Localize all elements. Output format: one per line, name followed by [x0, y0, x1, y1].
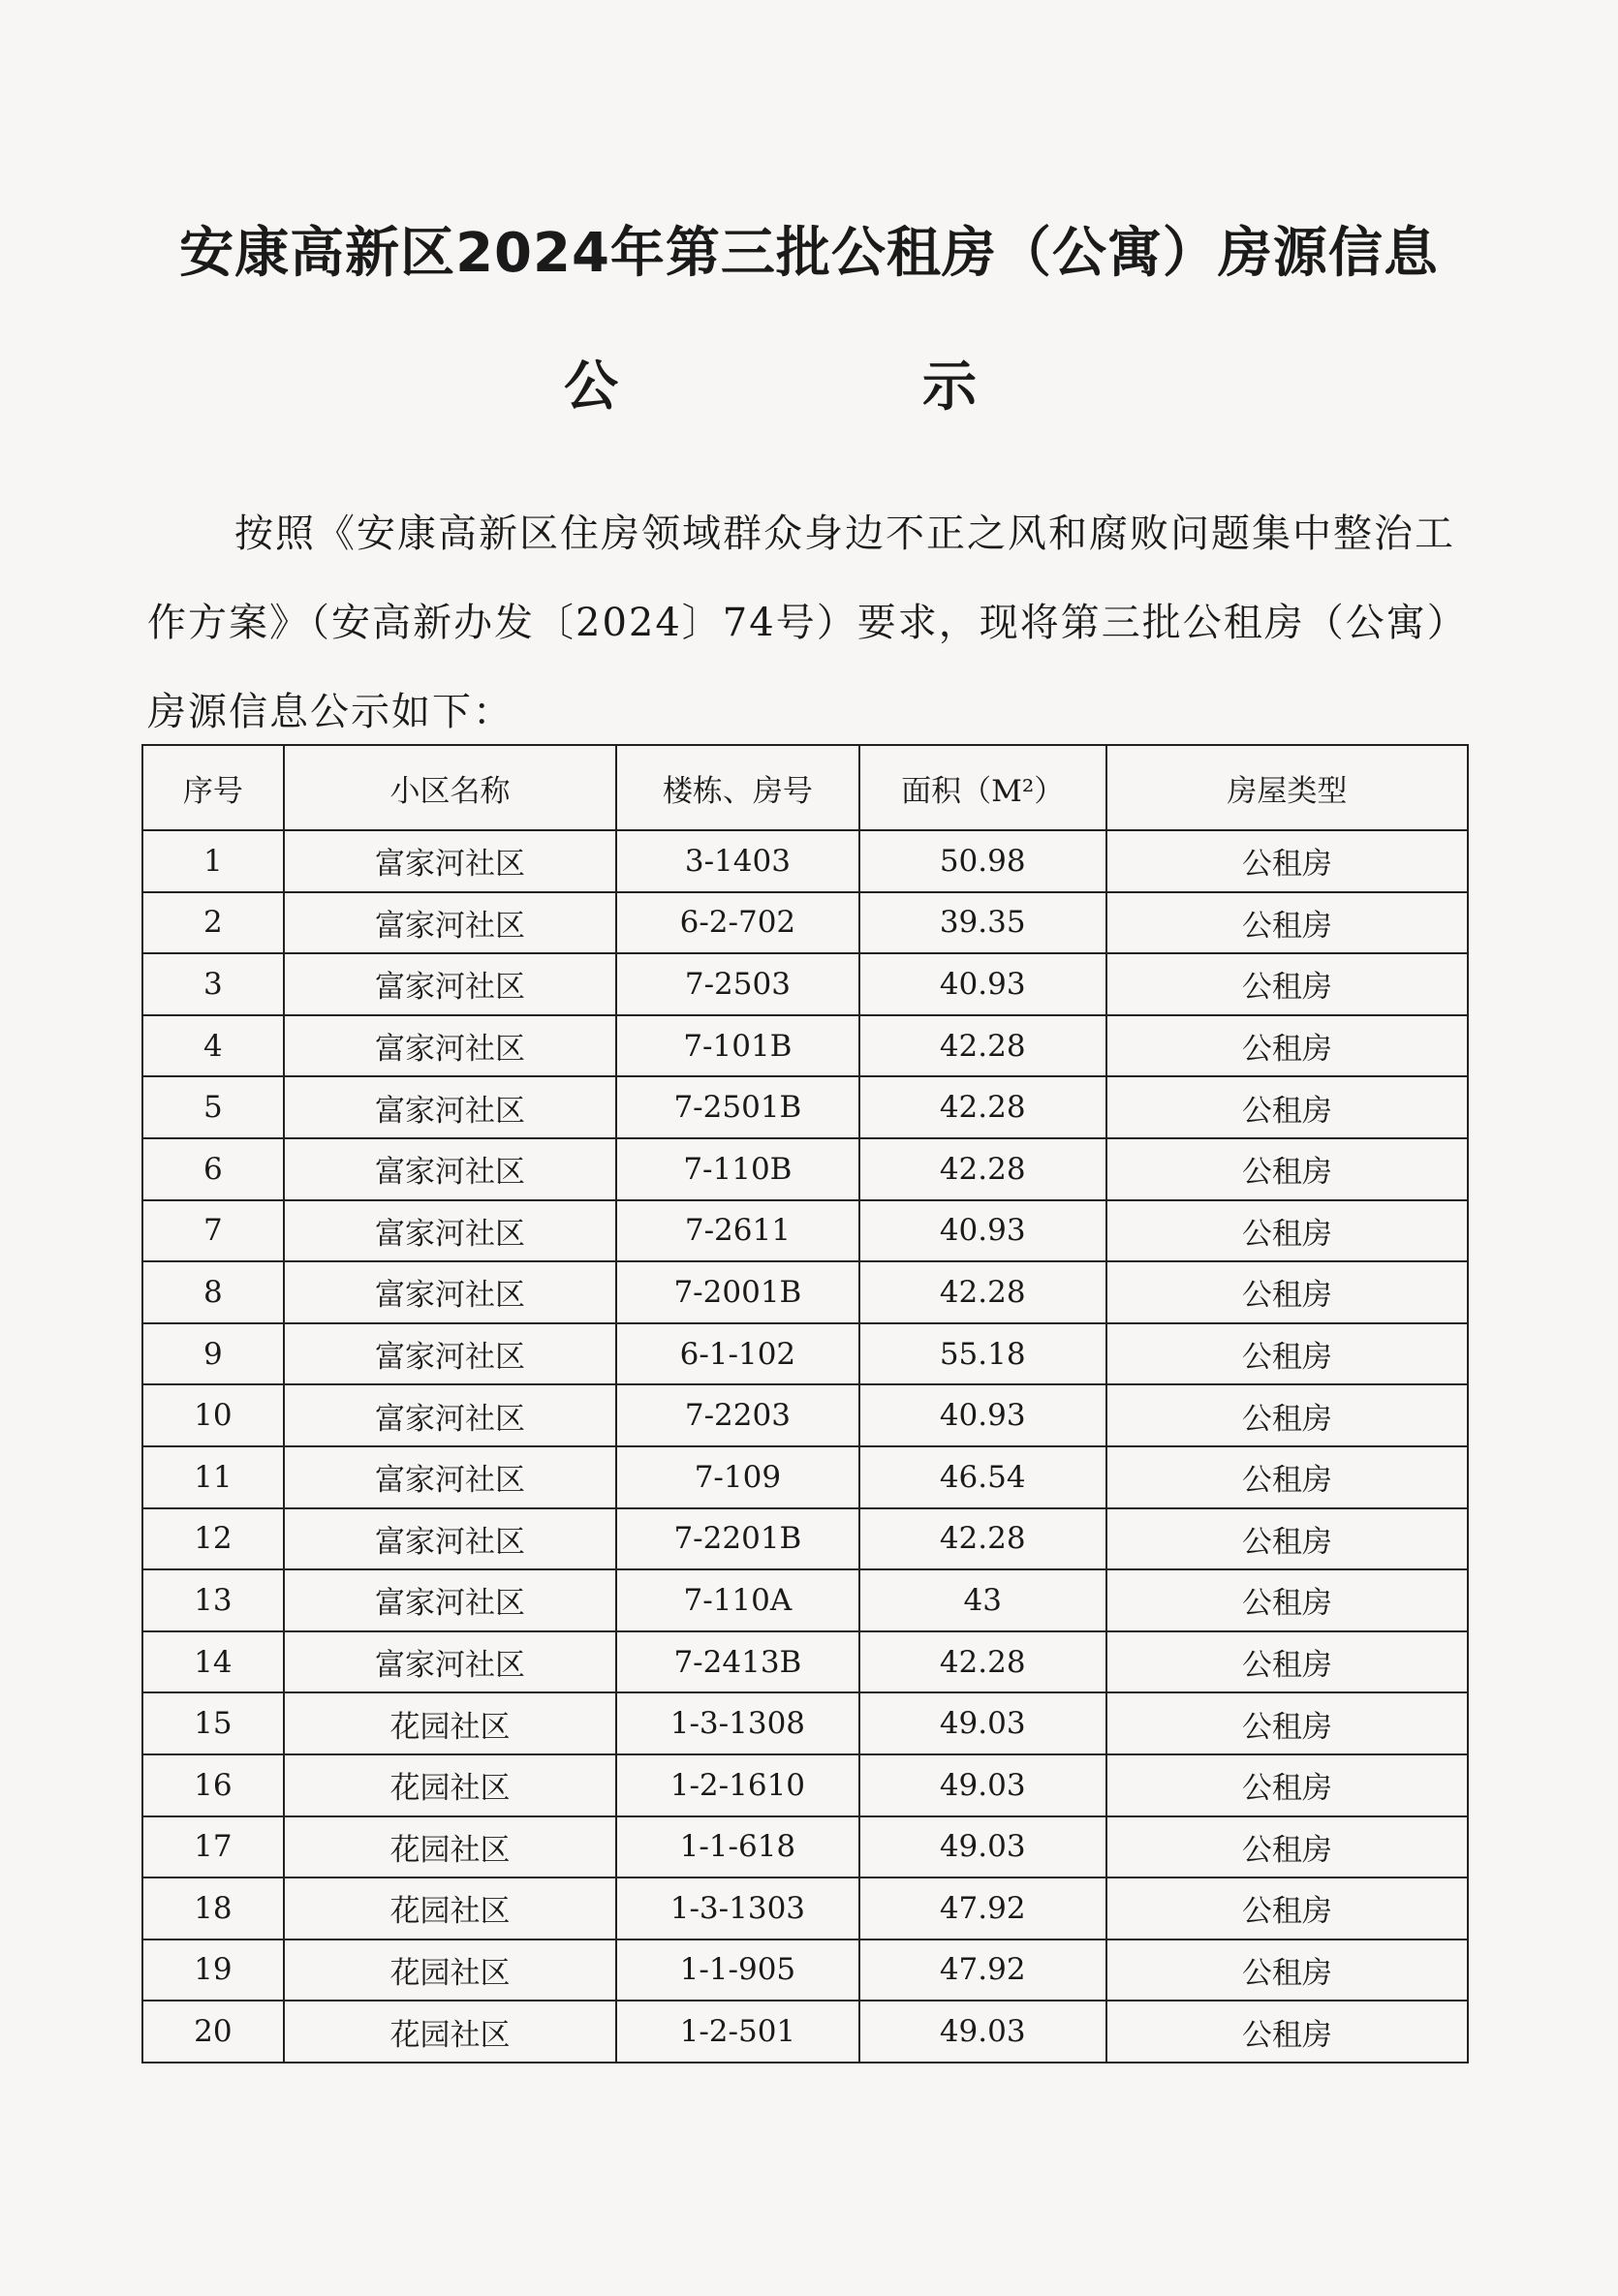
cell-no: 4 [142, 1015, 284, 1077]
cell-type: 公租房 [1106, 1261, 1468, 1323]
cell-unit: 7-101B [616, 1015, 858, 1077]
table-row [142, 1877, 1468, 1939]
cell-no: 19 [142, 1939, 284, 2001]
cell-community: 富家河社区 [284, 1446, 616, 1508]
header-unit: 楼栋、房号 [616, 745, 858, 830]
cell-no: 16 [142, 1754, 284, 1816]
cell-unit: 1-1-618 [616, 1816, 858, 1878]
cell-unit: 7-2201B [616, 1508, 858, 1570]
table-row [142, 1200, 1468, 1262]
cell-unit: 1-2-501 [616, 2001, 858, 2063]
cell-area: 46.54 [859, 1446, 1106, 1508]
cell-type: 公租房 [1106, 1015, 1468, 1077]
cell-unit: 7-110A [616, 1569, 858, 1631]
cell-type: 公租房 [1106, 1138, 1468, 1200]
cell-area: 42.28 [859, 1076, 1106, 1138]
table-row [142, 1323, 1468, 1385]
cell-no: 18 [142, 1877, 284, 1939]
cell-unit: 6-2-702 [616, 892, 858, 954]
cell-unit: 7-2001B [616, 1261, 858, 1323]
cell-type: 公租房 [1106, 1816, 1468, 1878]
cell-type: 公租房 [1106, 1323, 1468, 1385]
cell-unit: 7-2611 [616, 1200, 858, 1262]
cell-area: 47.92 [859, 1939, 1106, 2001]
cell-type: 公租房 [1106, 1508, 1468, 1570]
table-row [142, 1692, 1468, 1754]
cell-unit: 7-110B [616, 1138, 858, 1200]
table-row [142, 1446, 1468, 1508]
header-area: 面积（M²） [859, 745, 1106, 830]
cell-area: 42.28 [859, 1631, 1106, 1693]
table-row [142, 1754, 1468, 1816]
cell-type: 公租房 [1106, 892, 1468, 954]
cell-area: 49.03 [859, 1692, 1106, 1754]
cell-area: 49.03 [859, 1816, 1106, 1878]
cell-no: 11 [142, 1446, 284, 1508]
cell-community: 花园社区 [284, 1692, 616, 1754]
table-row [142, 892, 1468, 954]
cell-community: 富家河社区 [284, 892, 616, 954]
cell-unit: 7-2501B [616, 1076, 858, 1138]
cell-unit: 7-109 [616, 1446, 858, 1508]
cell-no: 10 [142, 1384, 284, 1446]
table-row [142, 1076, 1468, 1138]
cell-unit: 3-1403 [616, 830, 858, 892]
cell-community: 富家河社区 [284, 1508, 616, 1570]
table-row [142, 1631, 1468, 1693]
cell-type: 公租房 [1106, 2001, 1468, 2063]
cell-no: 6 [142, 1138, 284, 1200]
cell-type: 公租房 [1106, 1692, 1468, 1754]
table-header-row [142, 745, 1468, 830]
cell-area: 42.28 [859, 1015, 1106, 1077]
cell-no: 17 [142, 1816, 284, 1878]
cell-community: 富家河社区 [284, 1138, 616, 1200]
cell-type: 公租房 [1106, 1200, 1468, 1262]
cell-area: 49.03 [859, 2001, 1106, 2063]
cell-community: 富家河社区 [284, 1384, 616, 1446]
header-community: 小区名称 [284, 745, 616, 830]
table-row [142, 1939, 1468, 2001]
cell-no: 3 [142, 953, 284, 1015]
cell-no: 14 [142, 1631, 284, 1693]
cell-area: 50.98 [859, 830, 1106, 892]
document-title: 安康高新区2024年第三批公租房（公寓）房源信息 [179, 222, 1439, 285]
cell-unit: 7-2413B [616, 1631, 858, 1693]
cell-area: 42.28 [859, 1508, 1106, 1570]
cell-community: 花园社区 [284, 1816, 616, 1878]
cell-no: 7 [142, 1200, 284, 1262]
cell-type: 公租房 [1106, 953, 1468, 1015]
cell-community: 富家河社区 [284, 953, 616, 1015]
table-row [142, 953, 1468, 1015]
document-subtitle [0, 349, 1618, 426]
cell-type: 公租房 [1106, 1631, 1468, 1693]
cell-community: 花园社区 [284, 1939, 616, 2001]
header-type: 房屋类型 [1106, 745, 1468, 830]
intro-paragraph: 按照《安康高新区住房领域群众身边不正之风和腐败问题集中整治工作方案》（安高新办发〔2024〕74号）要求，现将第三批公租房（公寓）房源信息公示如下： [147, 512, 1455, 734]
cell-no: 9 [142, 1323, 284, 1385]
cell-area: 42.28 [859, 1261, 1106, 1323]
cell-unit: 7-2503 [616, 953, 858, 1015]
cell-unit: 1-2-1610 [616, 1754, 858, 1816]
cell-no: 20 [142, 2001, 284, 2063]
cell-type: 公租房 [1106, 830, 1468, 892]
cell-no: 1 [142, 830, 284, 892]
cell-type: 公租房 [1106, 1446, 1468, 1508]
cell-unit: 6-1-102 [616, 1323, 858, 1385]
cell-area: 40.93 [859, 1200, 1106, 1262]
cell-type: 公租房 [1106, 1754, 1468, 1816]
cell-community: 花园社区 [284, 1754, 616, 1816]
table-row [142, 830, 1468, 892]
cell-area: 47.92 [859, 1877, 1106, 1939]
cell-community: 富家河社区 [284, 1261, 616, 1323]
cell-area: 39.35 [859, 892, 1106, 954]
cell-community: 富家河社区 [284, 830, 616, 892]
cell-no: 8 [142, 1261, 284, 1323]
subtitle-char-left: 公 [564, 356, 618, 419]
table-row [142, 1384, 1468, 1446]
cell-no: 2 [142, 892, 284, 954]
cell-community: 富家河社区 [284, 1631, 616, 1693]
cell-no: 15 [142, 1692, 284, 1754]
table-row [142, 1508, 1468, 1570]
cell-type: 公租房 [1106, 1939, 1468, 2001]
cell-area: 55.18 [859, 1323, 1106, 1385]
table-row [142, 1569, 1468, 1631]
cell-area: 40.93 [859, 953, 1106, 1015]
table-row [142, 1816, 1468, 1878]
cell-no: 5 [142, 1076, 284, 1138]
cell-community: 富家河社区 [284, 1569, 616, 1631]
cell-area: 49.03 [859, 1754, 1106, 1816]
header-no: 序号 [142, 745, 284, 830]
cell-unit: 1-1-905 [616, 1939, 858, 2001]
cell-type: 公租房 [1106, 1569, 1468, 1631]
cell-unit: 7-2203 [616, 1384, 858, 1446]
table-row [142, 1015, 1468, 1077]
cell-type: 公租房 [1106, 1384, 1468, 1446]
table-row [142, 1261, 1468, 1323]
cell-no: 12 [142, 1508, 284, 1570]
cell-no: 13 [142, 1569, 284, 1631]
cell-area: 42.28 [859, 1138, 1106, 1200]
cell-area: 43 [859, 1569, 1106, 1631]
cell-community: 富家河社区 [284, 1076, 616, 1138]
cell-unit: 1-3-1308 [616, 1692, 858, 1754]
cell-community: 花园社区 [284, 2001, 616, 2063]
cell-type: 公租房 [1106, 1076, 1468, 1138]
cell-unit: 1-3-1303 [616, 1877, 858, 1939]
cell-community: 花园社区 [284, 1877, 616, 1939]
housing-table [141, 744, 1469, 2063]
cell-community: 富家河社区 [284, 1323, 616, 1385]
subtitle-char-right: 示 [922, 356, 977, 419]
cell-type: 公租房 [1106, 1877, 1468, 1939]
cell-community: 富家河社区 [284, 1200, 616, 1262]
cell-community: 富家河社区 [284, 1015, 616, 1077]
table-row [142, 2001, 1468, 2063]
table-row [142, 1138, 1468, 1200]
cell-area: 40.93 [859, 1384, 1106, 1446]
